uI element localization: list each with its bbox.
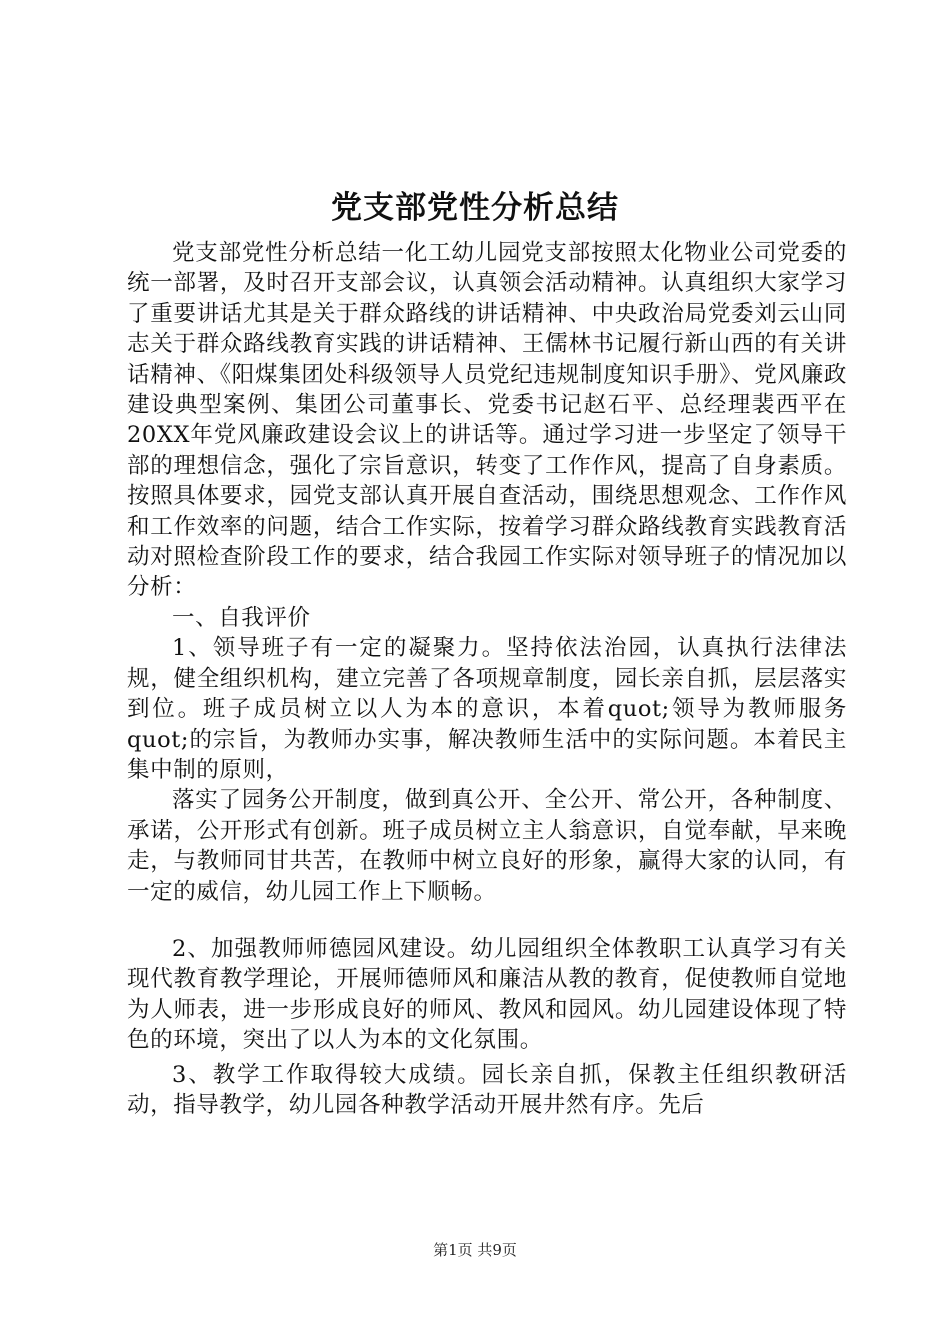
paragraph-item-1: 1、领导班子有一定的凝聚力。坚持依法治园，认真执行法律法规，健全组织机构，建立完善了各项规章制度，园长亲自抓，层层落实到位。班子成员树立以人为本的意识，本着quot;领导为教师服务quot;的宗旨，为教师办实事，解决教师生活中的实际问题。本着民主集中制的原则， [127,635,847,783]
paragraph-item-1-continued: 落实了园务公开制度，做到真公开、全公开、常公开，各种制度、承诺，公开形式有创新。班子成员树立主人翁意识，自觉奉献，早来晚走，与教师同甘共苦，在教师中树立良好的形象，赢得大家的认同，有一定的威信，幼儿园工作上下顺畅。 [127,787,847,905]
paragraph-intro: 党支部党性分析总结一化工幼儿园党支部按照太化物业公司党委的统一部署，及时召开支部会议，认真领会活动精神。认真组织大家学习了重要讲话尤其是关于群众路线的讲话精神、中央政治局党委刘云山同志关于群众路线教育实践的讲话精神、王儒林书记履行新山西的有关讲话精神、《阳煤集团处科级领导人员党纪违规制度知识手册》、党风廉政建设典型案例、集团公司董事长、党委书记赵石平、总经理裴西平在20XX年党风廉政建设会议上的讲话等。通过学习进一步坚定了领导干部的理想信念，强化了宗旨意识，转变了工作作风，提高了自身素质。按照具体要求，园党支部认真开展自查活动，围绕思想观念、工作作风和工作效率的问题，结合工作实际，按着学习群众路线教育实践教育活动对照检查阶段工作的要求，结合我园工作实际对领导班子的情况加以分析： [127,240,847,601]
document-body [127,238,847,1120]
paragraph-item-2: 2、加强教师师德园风建设。幼儿园组织全体教职工认真学习有关现代教育教学理论，开展师德师风和廉洁从教的教育，促使教师自觉地为人师表，进一步形成良好的师风、教风和园风。幼儿园建设体现了特色的环境，突出了以人为本的文化氛围。 [127,935,847,1054]
section-heading-self-evaluation: 一、自我评价 [172,604,311,631]
document-title: 党支部党性分析总结 [331,190,619,226]
page-footer: 第1页 共9页 [433,1241,517,1259]
paragraph-item-3: 3、教学工作取得较大成绩。园长亲自抓，保教主任组织教研活动，指导教学，幼儿园各种教学活动开展井然有序。先后 [127,1061,847,1118]
